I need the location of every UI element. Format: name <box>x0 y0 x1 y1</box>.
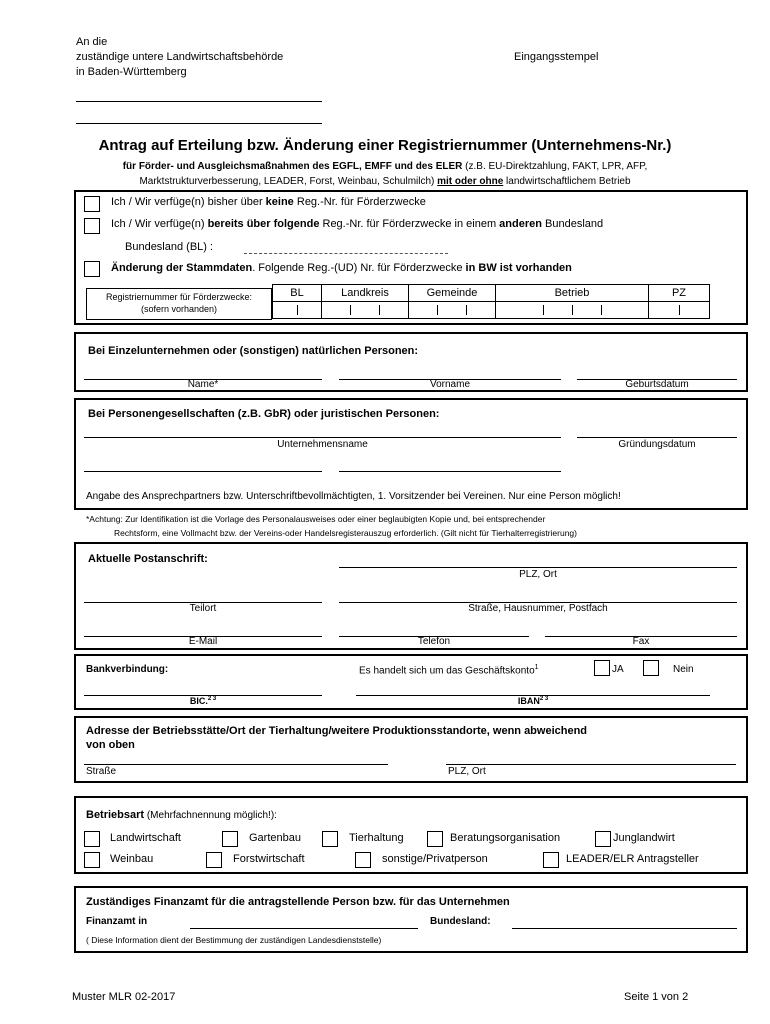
section-bank-heading: Bankverbindung: <box>86 664 169 675</box>
bundesland-field[interactable] <box>244 253 448 254</box>
telefon-label: Telefon <box>417 636 451 647</box>
site-strasse-label: Straße <box>86 766 117 777</box>
checkbox-gartenbau[interactable] <box>222 831 238 847</box>
checkbox-weinbau[interactable] <box>84 852 100 868</box>
checkbox-sonstige[interactable] <box>355 852 371 868</box>
section-natural-person-heading: Bei Einzelunternehmen oder (sonstigen) natürlichen Personen: <box>88 345 419 357</box>
label-leader-elr: LEADER/ELR Antragsteller <box>566 853 699 865</box>
unternehmensname-field[interactable] <box>84 437 561 438</box>
regnr-label-box <box>86 288 272 320</box>
col-betrieb: Betrieb <box>496 285 649 302</box>
site-plz-ort-field[interactable] <box>446 764 736 765</box>
bic-label: BIC.$^{2 3}$ <box>189 696 217 706</box>
gruendungsdatum-field[interactable] <box>577 437 737 438</box>
vorname-label: Vorname <box>429 379 471 390</box>
finanzamt-field[interactable] <box>190 928 418 929</box>
checkbox-leader-elr[interactable] <box>543 852 559 868</box>
ansprechpartner-note: Angabe des Ansprechpartners bzw. Unterschriftbevollmächtigten, 1. Vorsitzender bei Vereinen. Nur eine Person möglich! <box>86 491 621 502</box>
fa-bundesland-label: Bundesland: <box>430 916 491 927</box>
nein-label: Nein <box>673 664 694 675</box>
name-label: Name* <box>187 379 219 390</box>
recipient-line-3: in Baden-Württemberg <box>76 66 187 78</box>
label-sonstige: sonstige/Privatperson <box>382 853 488 865</box>
checkbox-change-master[interactable] <box>84 261 100 277</box>
gruendungsdatum-label: Gründungsdatum <box>618 439 696 450</box>
option-other-bl: Ich / Wir verfüge(n) bereits über folgende Reg.-Nr. für Förderzwecke in einem anderen Bundesland <box>111 218 604 230</box>
col-landkreis: Landkreis <box>322 285 409 302</box>
identification-note-2: Rechtsform, eine Vollmacht bzw. der Vereins-oder Handelsregisterauszug erforderlich. (Gilt nicht für Tierhalterregistrierung) <box>114 528 577 538</box>
checkbox-beratungsorganisation[interactable] <box>427 831 443 847</box>
checkbox-junglandwirt[interactable] <box>595 831 611 847</box>
unternehmensname-label: Unternehmensname <box>277 439 368 450</box>
field-pz[interactable] <box>649 302 710 319</box>
regnr-label-1: Registriernummer für Förderzwecke: <box>105 292 253 302</box>
plz-ort-field[interactable] <box>339 567 737 568</box>
subtitle-line-2 <box>0 176 770 187</box>
checkbox-nein[interactable] <box>643 660 659 676</box>
col-pz: PZ <box>649 285 710 302</box>
label-landwirtschaft: Landwirtschaft <box>110 832 181 844</box>
subtitle-line-1 <box>0 161 770 172</box>
checkbox-other-bl[interactable] <box>84 218 100 234</box>
label-beratungsorganisation: Beratungsorganisation <box>450 832 561 844</box>
ansprechpartner-vorname-field[interactable] <box>339 471 561 472</box>
recipient-line-1: An die <box>76 36 108 48</box>
subtitle-line-2b: landwirtschaftlichem Betrieb <box>503 176 631 187</box>
section-legal-person-heading: Bei Personengesellschaften (z.B. GbR) oder juristischen Personen: <box>88 408 440 420</box>
field-betrieb[interactable] <box>496 302 649 319</box>
fax-label: Fax <box>632 636 650 647</box>
mit-oder-ohne: mit oder ohne <box>437 176 504 187</box>
identification-note-1: *Achtung: Zur Identifikation ist die Vorlage des Personalausweises oder einer beglaubigten Kopie und, bei entsprechender <box>86 514 546 524</box>
option-change-master: Änderung der Stammdaten. Folgende Reg.-(UD) Nr. für Förderzwecke in BW ist vorhanden <box>111 262 572 274</box>
plz-ort-label: PLZ, Ort <box>519 569 557 580</box>
footer-form-id: Muster MLR 02-2017 <box>72 991 176 1003</box>
geburtsdatum-label: Geburtsdatum <box>625 379 689 390</box>
ja-label: JA <box>612 664 624 675</box>
finanzamt-label: Finanzamt in <box>86 916 148 927</box>
iban-label: $IBAN^{2 3}$ <box>517 696 549 706</box>
regnr-table <box>272 284 710 319</box>
section-finanzamt-heading: Zuständiges Finanzamt für die antragstellende Person bzw. für das Unternehmen <box>86 896 510 908</box>
label-forstwirtschaft: Forstwirtschaft <box>233 853 305 865</box>
bundesland-label: Bundesland (BL) : <box>125 241 214 253</box>
subtitle-line-2a: Marktstrukturverbesserung, LEADER, Forst, Weinbau, Schulmilch) <box>139 176 438 187</box>
recipient-line-2: zuständige untere Landwirtschaftsbehörde <box>76 51 284 63</box>
col-gemeinde: Gemeinde <box>409 285 496 302</box>
section-site-heading-1: Adresse der Betriebsstätte/Ort der Tierhaltung/weitere Produktionsstandorte, wenn abweichend <box>86 725 588 737</box>
section-postal-heading: Aktuelle Postanschrift: <box>88 553 208 565</box>
subtitle-bold: für Förder- und Ausgleichsmaßnahmen des EGFL, EMFF und des ELER <box>122 161 463 172</box>
checkbox-ja[interactable] <box>594 660 610 676</box>
ansprechpartner-name-field[interactable] <box>84 471 322 472</box>
label-gartenbau: Gartenbau <box>249 832 301 844</box>
label-junglandwirt: Junglandwirt <box>613 832 675 844</box>
site-strasse-field[interactable] <box>84 764 388 765</box>
col-bl: BL <box>273 285 322 302</box>
option-no-regnr: Ich / Wir verfüge(n) bisher über keine Reg.-Nr. für Förderzwecke <box>111 196 426 208</box>
regnr-label-2: (sofern vorhanden) <box>140 304 218 314</box>
recipient-line-field-1[interactable] <box>76 101 322 102</box>
field-landkreis[interactable] <box>322 302 409 319</box>
subtitle-rest: (z.B. EU-Direktzahlung, FAKT, LPR, AFP, <box>462 161 648 172</box>
checkbox-landwirtschaft[interactable] <box>84 831 100 847</box>
site-plz-ort-label: PLZ, Ort <box>448 766 486 777</box>
finanzamt-note: ( Diese Information dient der Bestimmung der zuständigen Landesdienststelle) <box>86 935 382 945</box>
email-label: E-Mail <box>188 636 218 647</box>
footer-page-number: Seite 1 von 2 <box>624 991 689 1003</box>
checkbox-forstwirtschaft[interactable] <box>206 852 222 868</box>
section-betriebsart-heading: Betriebsart (Mehrfachnennung möglich!): <box>86 809 277 821</box>
label-weinbau: Weinbau <box>110 853 154 865</box>
teilort-label: Teilort <box>189 603 217 614</box>
field-bl[interactable] <box>273 302 322 319</box>
field-gemeinde[interactable] <box>409 302 496 319</box>
strasse-label: Straße, Hausnummer, Postfach <box>468 603 608 614</box>
checkbox-no-regnr[interactable] <box>84 196 100 212</box>
fa-bundesland-field[interactable] <box>512 928 737 929</box>
label-tierhaltung: Tierhaltung <box>349 832 404 844</box>
checkbox-tierhaltung[interactable] <box>322 831 338 847</box>
geschaeftskonto-label: Es handelt sich um das Geschäftskonto$^1$ <box>359 664 539 677</box>
page-title: Antrag auf Erteilung bzw. Änderung einer Registriernummer (Unternehmens-Nr.) <box>98 137 672 154</box>
entry-stamp-label: Eingangsstempel <box>514 51 599 63</box>
recipient-line-field-2[interactable] <box>76 123 322 124</box>
section-site-heading-2: von oben <box>86 739 135 751</box>
